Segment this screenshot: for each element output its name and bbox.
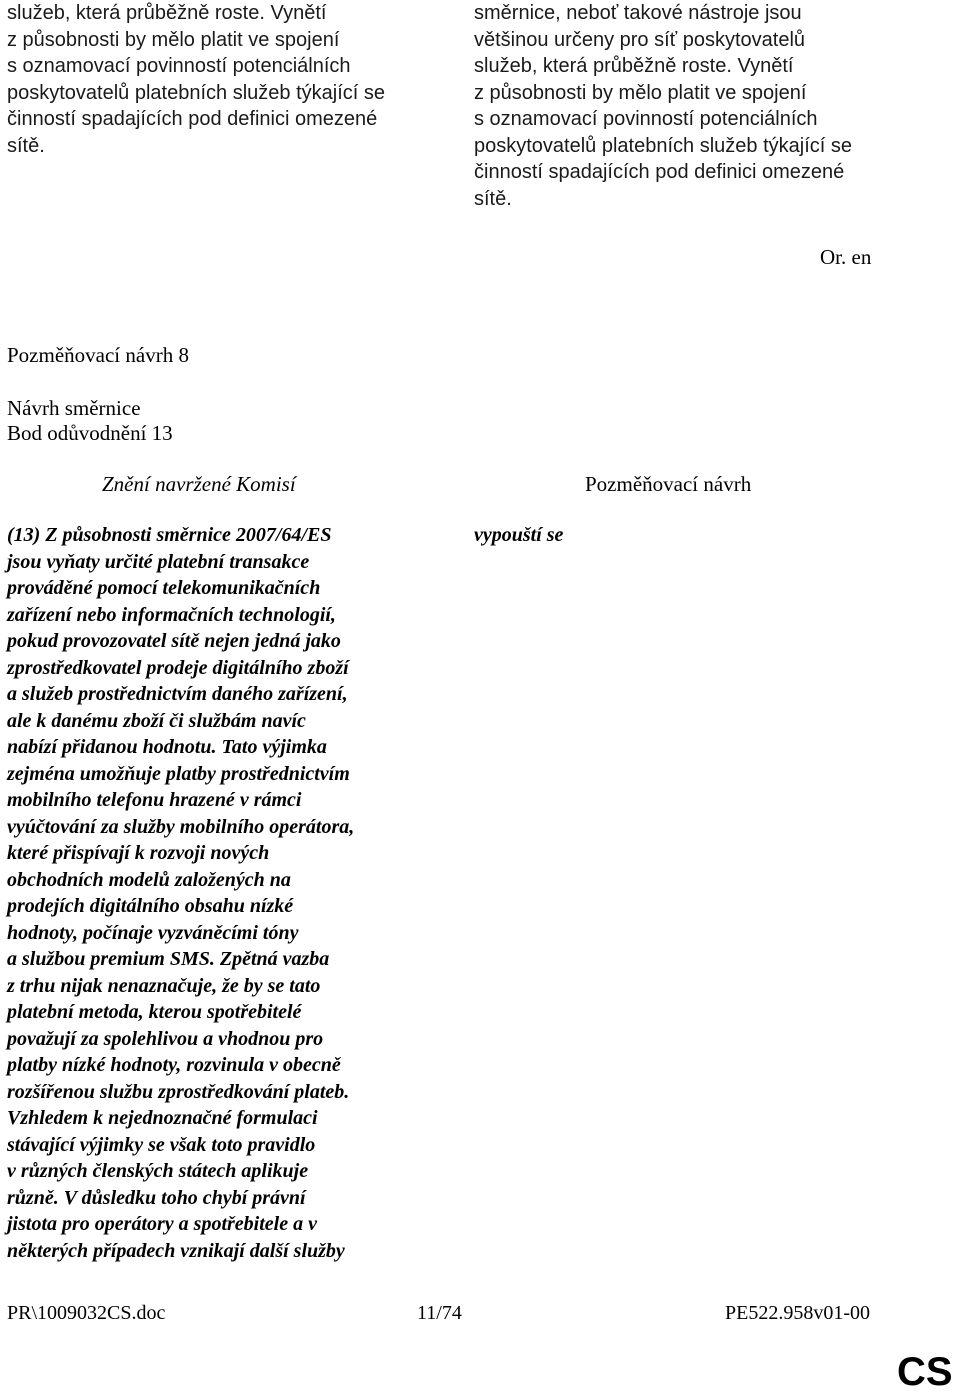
original-language: Or. en bbox=[820, 245, 872, 269]
previous-amendment-commission-text: služeb, která průběžně roste. Vynětí z působnosti by mělo platit ve spojení s oznamovací povinností potenciálních poskytovatelů platebních služeb týkající se činností spadajících pod definici omezené sítě. bbox=[7, 2, 385, 157]
proposal-label: Návrh směrnice bbox=[7, 396, 141, 420]
recital-label: Bod odůvodnění 13 bbox=[7, 421, 173, 445]
footer-language-code: CS bbox=[897, 1350, 953, 1394]
footer-document-code: PE522.958v01-00 bbox=[725, 1302, 870, 1324]
commission-recital-text: (13) Z působnosti směrnice 2007/64/ES jsou vyňaty určité platební transakce prováděné pomocí telekomunikačních zařízení nebo informačních technologií, pokud provozovatel sítě nejen jedná jako zprostředkovatel prodeje digitálního zboží a služeb prostřednictvím daného zařízení, ale k danému zboží či službám navíc nabízí přidanou hodnotu. Tato výjimka zejména umožňuje platby prostřednictvím mobilního telefonu hrazené v rámci vyúčtování za služby mobilního operátora, které přispívají k rozvoji nových obchodních modelů založených na prodejích digitálního obsahu nízké hodnoty, počínaje vyzváněcími tóny a službou premium SMS. Zpětná vazba z trhu nijak nenaznačuje, že by se tato platební metoda, kterou spotřebitelé považují za spolehlivou a vhodnou pro platby nízké hodnoty, rozvinula v obecně rozšířenou službu zprostředkování plateb. Vzhledem k nejednoznačné formulaci stávající výjimky se však toto pravidlo v různých členských státech aplikuje různě. V důsledku toho chybí právní jistota pro operátory a spotřebitele a v některých případech vznikají další služby bbox=[7, 524, 355, 1262]
amendment-title: Pozměňovací návrh 8 bbox=[7, 343, 189, 367]
amended-text-deleted: vypouští se bbox=[474, 524, 564, 546]
footer-page-number: 11/74 bbox=[417, 1302, 462, 1324]
column-header-commission-text: Znění navržené Komisí bbox=[102, 472, 296, 496]
column-header-amendment: Pozměňovací návrh bbox=[585, 472, 752, 496]
previous-amendment-amended-text: směrnice, neboť takové nástroje jsou většinou určeny pro síť poskytovatelů služeb, která průběžně roste. Vynětí z působnosti by mělo platit ve spojení s oznamovací povinností potenciálních poskytovatelů platebních služeb týkající se činností spadajících pod definici omezené sítě. bbox=[474, 2, 852, 210]
footer-document-reference: PR\1009032CS.doc bbox=[7, 1302, 166, 1324]
